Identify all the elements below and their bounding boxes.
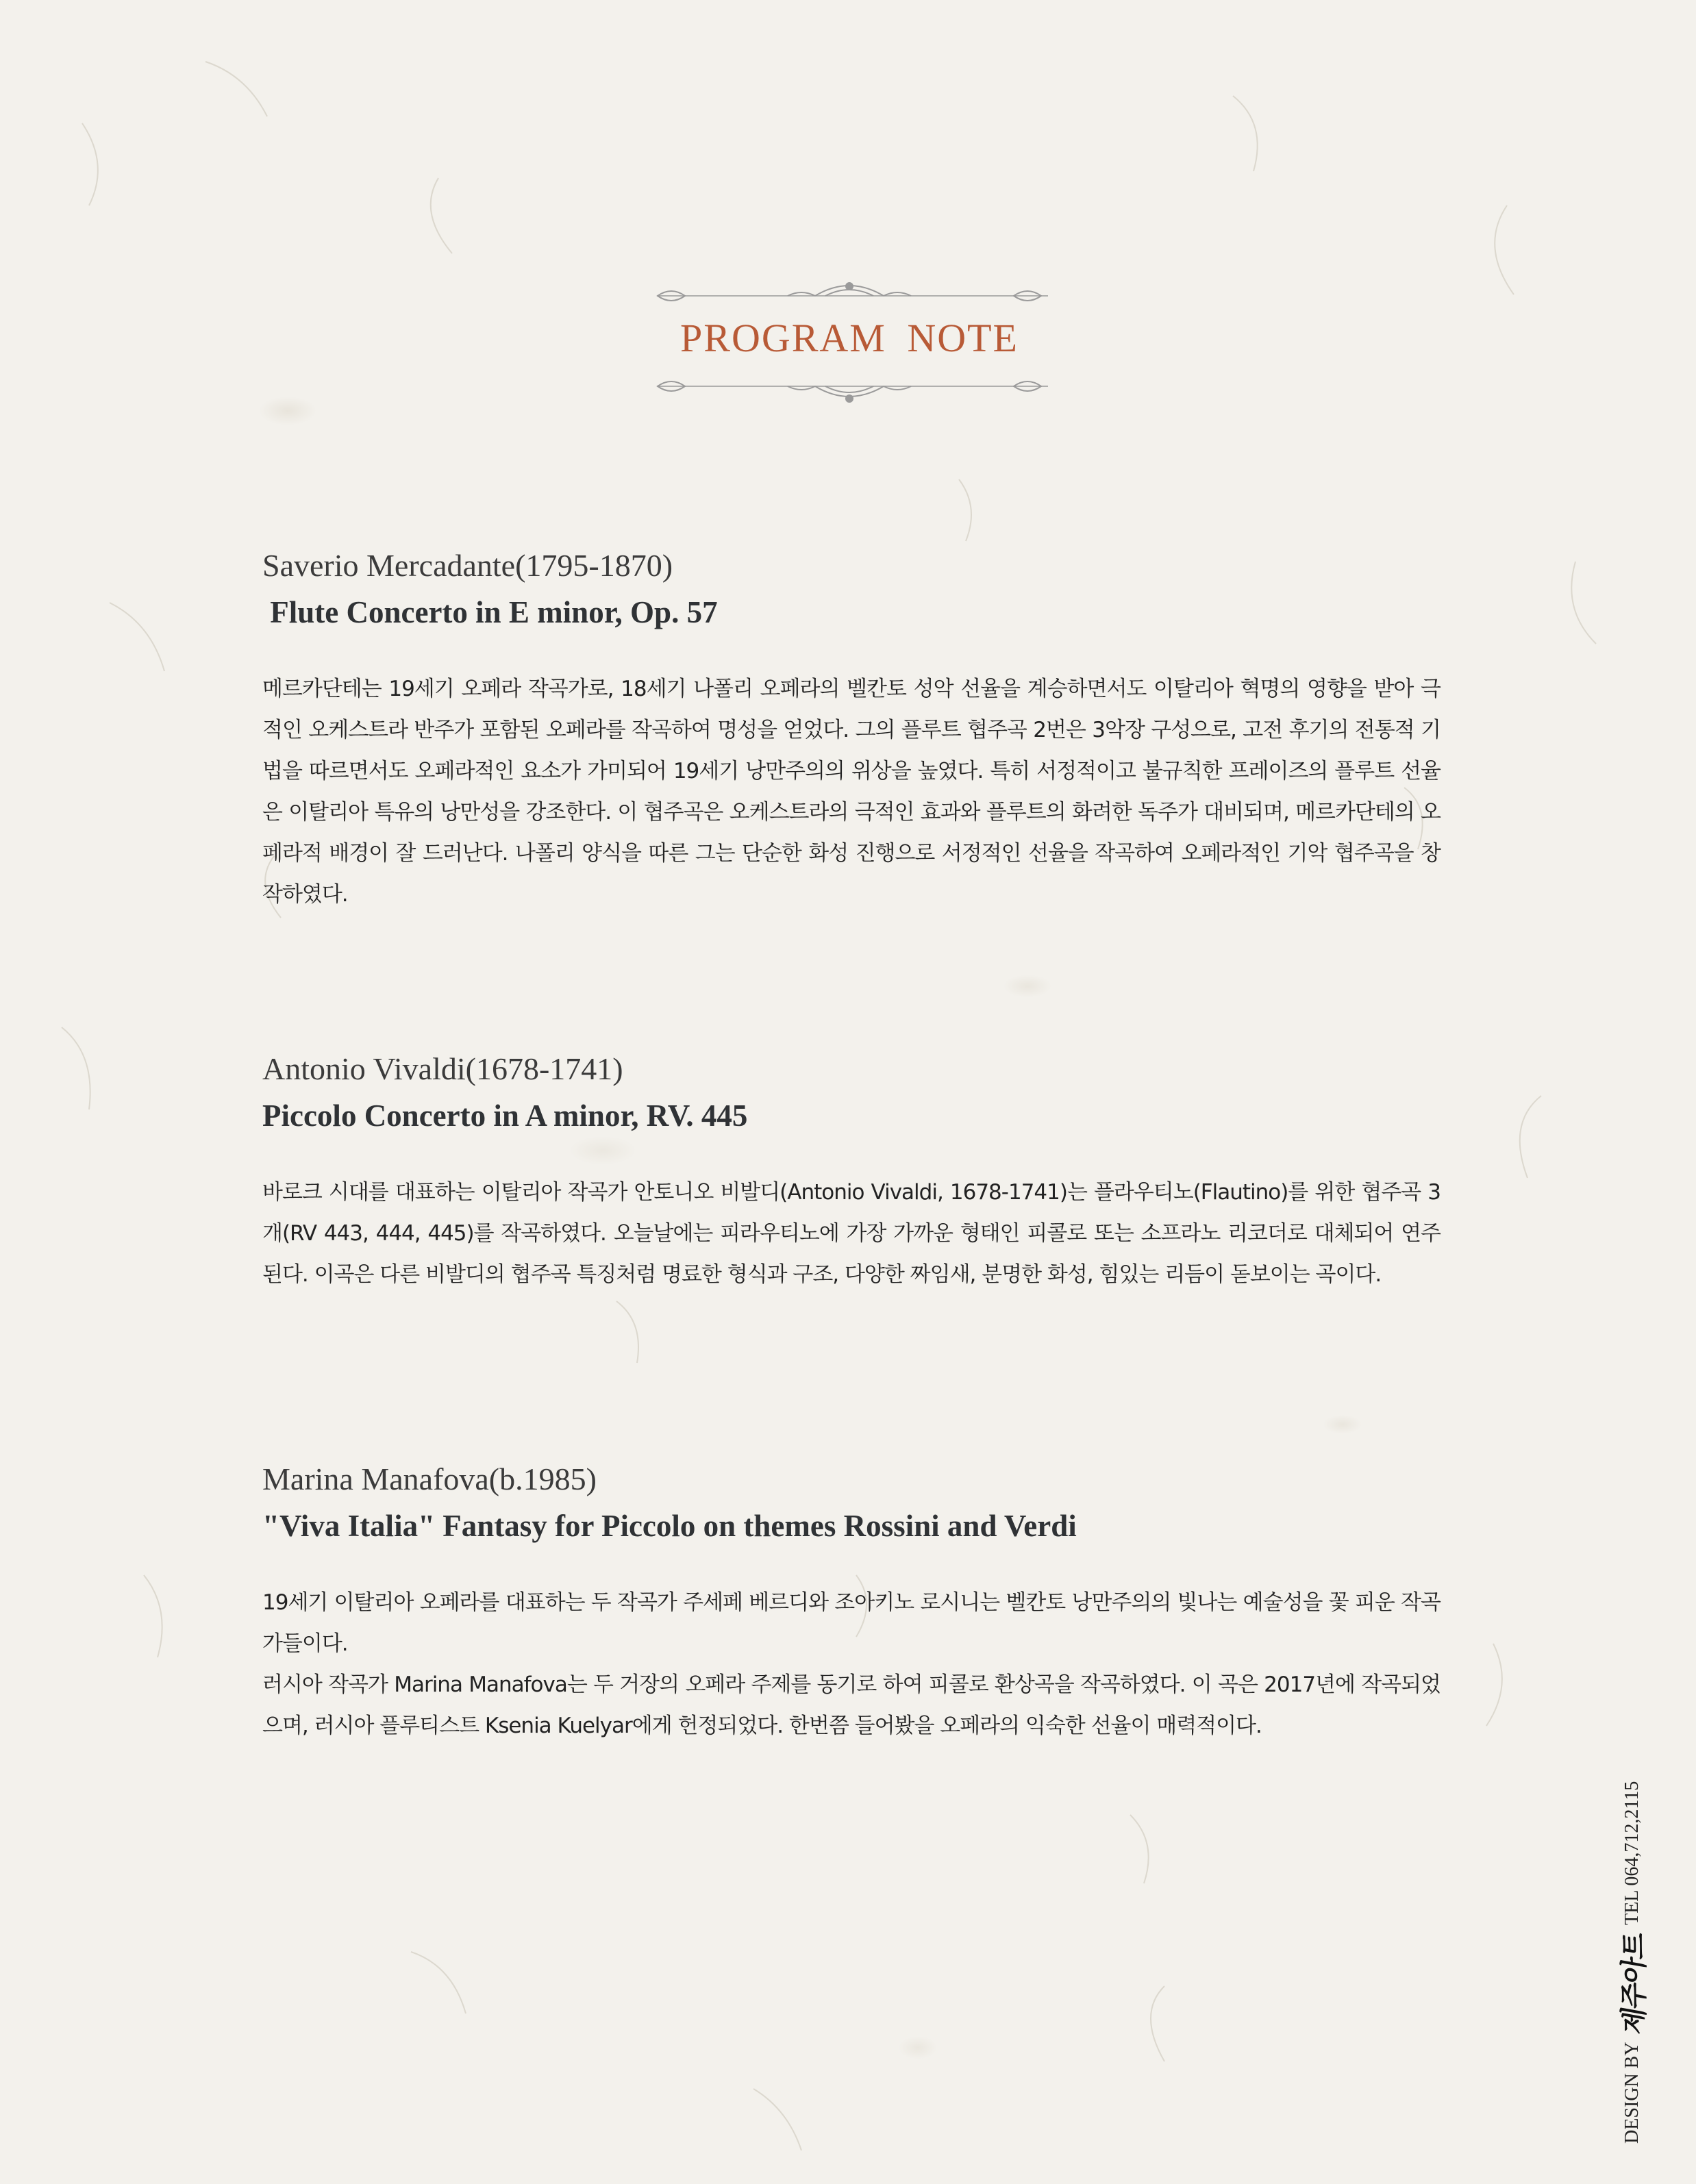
program-note-header [651, 281, 1048, 411]
work-title: Piccolo Concerto in A minor, RV. 445 [262, 1099, 748, 1133]
description-paragraph: 19세기 이탈리아 오페라를 대표하는 두 작곡가 주세페 베르디와 조아키노 로시니는 벨칸토 낭만주의의 빛나는 예술성을 꽃 피운 작곡가들이다. [262, 1590, 1441, 1656]
program-description [262, 1172, 1441, 1295]
composer-name: Marina Manafova(b.1985) [262, 1461, 597, 1496]
program-description [262, 668, 1441, 915]
program-description [262, 1582, 1441, 1746]
piece-vivaldi [262, 1049, 1441, 1295]
piece-mercadante [262, 545, 1441, 915]
work-title: "Viva Italia" Fantasy for Piccolo on themes Rossini and Verdi [262, 1509, 1077, 1543]
description-paragraph: 바로크 시대를 대표하는 이탈리아 작곡가 안토니오 비발디(Antonio Vivaldi, 1678-1741)는 플라우티노(Flautino)를 위한 협주곡 3개(RV 443, 444, 445)를 작곡하였다. 오늘날에는 피라우티노에 가장 가까운 형태인 피콜로 또는 소프라노 리코더로 대체되어 연주된다. 이곡은 다른 비발디의 협주곡 특징처럼 명료한 형식과 구조, 다양한 짜임새, 분명한 화성, 힘있는 리듬이 돋보이는 곡이다. [262, 1180, 1441, 1287]
jeju-art-logo: 제주아트 [1619, 1931, 1650, 2037]
description-paragraph: 러시아 작곡가 Marina Manafova는 두 거장의 오페라 주제를 동기로 하여 피콜로 환상곡을 작곡하였다. 이 곡은 2017년에 작곡되었으며, 러시아 플루티스트 Ksenia Kuelyar에게 헌정되었다. 한번쯤 들어봤을 오페라의 익숙한 선율이 매력적이다. [262, 1672, 1441, 1738]
design-credit [1612, 1781, 1651, 2144]
piece-manafova [262, 1459, 1441, 1746]
bottom-ornament-icon [651, 371, 1048, 412]
credit-telephone: TEL 064,712,2115 [1621, 1781, 1643, 1925]
composer-name: Saverio Mercadante(1795-1870) [262, 548, 673, 583]
credit-prefix: DESIGN BY [1621, 2042, 1643, 2144]
description-paragraph: 메르카단테는 19세기 오페라 작곡가로, 18세기 나폴리 오페라의 벨칸토 성악 선율을 계승하면서도 이탈리아 혁명의 영향을 받아 극적인 오케스트라 반주가 포함된 오페라를 작곡하여 명성을 얻었다. 그의 플루트 협주곡 2번은 3악장 구성으로, 고전 후기의 전통적 기법을 따르면서도 오페라적인 요소가 가미되어 19세기 낭만주의의 위상을 높였다. 특히 서정적이고 불규칙한 프레이즈의 플루트 선율은 이탈리아 특유의 낭만성을 강조한다. 이 협주곡은 오케스트라의 극적인 효과와 플루트의 화려한 독주가 대비되며, 메르카단테의 오페라적 배경이 잘 드러난다. 나폴리 양식을 따른 그는 단순한 화성 진행으로 서정적인 선율을 작곡하여 오페라적인 기악 협주곡을 창작하였다. [262, 677, 1441, 907]
page-title: PROGRAM NOTE [680, 316, 1019, 360]
composer-name: Antonio Vivaldi(1678-1741) [262, 1051, 623, 1086]
work-title: Flute Concerto in E minor, Op. 57 [262, 595, 718, 629]
